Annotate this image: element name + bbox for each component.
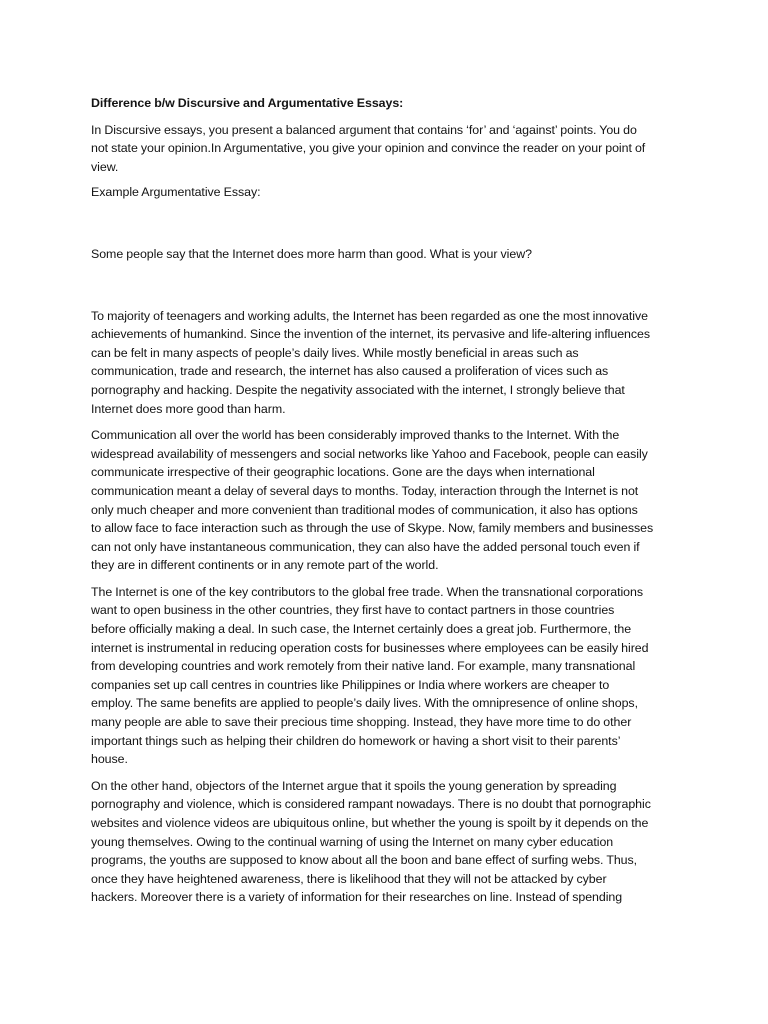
essay-line: Communication all over the world has been considerably improved thanks to the Internet. With the	[91, 428, 620, 443]
essay-line: employ. The same benefits are applied to people’s daily lives. With the omnipresence of online shops,	[91, 696, 638, 711]
essay-line: hackers. Moreover there is a variety of information for their researches on line. Instead of spending	[91, 890, 623, 905]
document-body	[91, 94, 681, 907]
essay-paragraph-1	[91, 307, 681, 419]
document-heading: Difference b/w Discursive and Argumentative Essays:	[91, 96, 404, 110]
essay-line: pornography and hacking. Despite the negativity associated with the internet, I strongly believe that	[91, 382, 625, 397]
essay-line: achievements of humankind. Since the invention of the internet, its pervasive and life-altering influences	[91, 327, 651, 342]
essay-line: many people are able to save their precious time shopping. Instead, they have more time to do other	[91, 715, 632, 730]
essay-line: can not only have instantaneous communication, they can also have the added personal touch even if	[91, 539, 640, 554]
essay-line: house.	[91, 752, 128, 767]
essay-line: they are in different continents or in any remote part of the world.	[91, 558, 439, 573]
essay-line: communicate irrespective of their geographic locations. Gone are the days when international	[91, 465, 595, 480]
essay-line: On the other hand, objectors of the Internet argue that it spoils the young generation by spreading	[91, 778, 617, 793]
essay-line: websites and violence videos are ubiquitous online, but whether the young is spoilt by it depends on the	[91, 816, 649, 830]
intro-line: view.	[91, 159, 119, 174]
essay-line: internet is instrumental in reducing operation costs for businesses where employees can be easily hired	[91, 640, 649, 655]
essay-line: companies set up call centres in countries like Philippines or India where workers are cheaper to	[91, 677, 610, 692]
essay-line: communication meant a delay of several days to months. Today, interaction through the Internet is not	[91, 483, 639, 498]
essay-line: pornography and violence, which is considered rampant nowadays. There is no doubt that pornographic	[91, 797, 651, 812]
essay-line: programs, the youths are supposed to know about all the boon and bane effect of surfing webs. Thus,	[91, 853, 638, 868]
essay-paragraph-4	[91, 777, 681, 907]
intro-line: not state your opinion.In Argumentative, you give your opinion and convince the reader on your point of	[91, 141, 646, 156]
essay-line: can be felt in many aspects of people’s daily lives. While mostly beneficial in areas such as	[91, 345, 579, 360]
essay-paragraph-2	[91, 426, 681, 575]
essay-line: want to open business in the other countries, they first have to contact partners in those countries	[91, 603, 615, 618]
essay-line: before officially making a deal. In such case, the Internet certainly does a great job. Furthermore, the	[91, 622, 632, 637]
intro-paragraph	[91, 121, 681, 177]
essay-line: To majority of teenagers and working adults, the Internet has been regarded as one the most innovative	[91, 308, 648, 323]
essay-line: widespread availability of messengers and social networks like Yahoo and Facebook, people can easily	[91, 446, 648, 461]
essay-line: only much cheaper and more convenient than traditional modes of communication, it also has options	[91, 502, 638, 517]
essay-line: once they have heightened awareness, there is likelihood that they will not be attacked by cyber	[91, 871, 607, 886]
intro-line: In Discursive essays, you present a balanced argument that contains ‘for’ and ‘against’ points. You do	[91, 122, 637, 137]
essay-line: important things such as helping their children do homework or having a short visit to their parents’	[91, 733, 621, 748]
essay-line: from developing countries and work remotely from their native land. For example, many transnational	[91, 659, 636, 674]
essay-paragraph-3	[91, 583, 681, 769]
example-label: Example Argumentative Essay:	[91, 185, 261, 200]
essay-line: Internet does more good than harm.	[91, 401, 286, 416]
essay-question: Some people say that the Internet does more harm than good. What is your view?	[91, 246, 532, 261]
essay-line: communication, trade and research, the internet has also caused a proliferation of vices such as	[91, 364, 609, 379]
essay-line: young themselves. Owing to the continual warning of using the Internet on many cyber education	[91, 834, 614, 849]
essay-line: to allow face to face interaction such as through the use of Skype. Now, family members and businesses	[91, 521, 654, 536]
essay-line: The Internet is one of the key contributors to the global free trade. When the transnational corporations	[91, 584, 643, 599]
